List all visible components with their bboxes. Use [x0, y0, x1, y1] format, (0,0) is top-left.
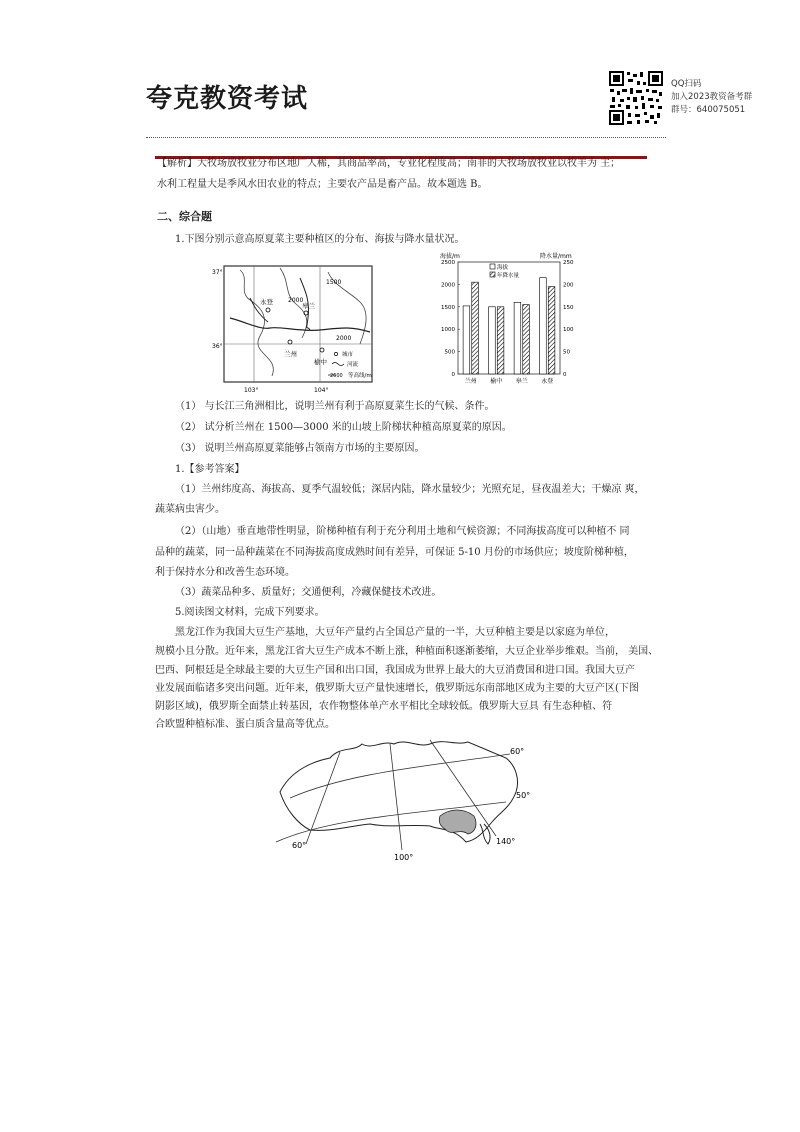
- city-gaolan: 皋兰: [302, 302, 315, 310]
- ytick-right: 250: [563, 260, 574, 266]
- bar-precipitation: [523, 305, 530, 374]
- answer-2-line-2: 品种的蔬菜，同一品种蔬菜在不同海拔高度成熟时间有差异，可保证 5-10 月份的市场供应；坡度阶梯种植，: [155, 547, 634, 558]
- q5-para-2: 规模小且分散。近年来，黑龙江省大豆生产成本不断上涨，种植面积逐渐萎缩，大豆企业举步维艰。当前， 美国、: [155, 646, 659, 657]
- qr-caption: [671, 78, 752, 117]
- lon-140-label: 140°: [496, 837, 516, 846]
- legend-contour: 等高线/m: [348, 373, 372, 379]
- analysis-line-2: 水利工程量大是季风水田农业的特点；主要农产品是畜产品。故本题选 B。: [157, 179, 488, 190]
- qr-caption-line3: 群号：640075051: [671, 105, 746, 115]
- q1-stem: 1.下图分别示意高原夏菜主要种植区的分布、海拔与降水量状况。: [175, 234, 465, 245]
- answer-3: （3）蔬菜品种多、质量好；交通便利，冷藏保健技术改进。: [175, 587, 442, 598]
- answer-2-line-3: 利于保持水分和改善生态环境。: [155, 567, 295, 578]
- legend-2600: 2600: [330, 373, 343, 379]
- q1-sub1: （1） 与长江三角洲相比，说明兰州有利于高原夏菜生长的气候、条件。: [175, 401, 495, 412]
- lanzhou-map: [210, 258, 380, 398]
- brand-logo: 夸克教资考试: [146, 84, 309, 114]
- q5-para-4: 业发展面临诸多突出问题。近年来，俄罗斯大豆产量快速增长，俄罗斯远东南部地区成为主要的大豆产区(下图: [155, 683, 639, 694]
- ytick-right: 100: [563, 327, 574, 334]
- ylabel-left: 海拔/m: [440, 253, 460, 260]
- bar-precipitation: [548, 287, 555, 374]
- category-label: 兰州: [464, 378, 477, 385]
- q5-para-3: 巴西、阿根廷是全球最主要的大豆生产国和出口国，我国成为世界上最大的大豆消费国和进口国。我国大豆产: [155, 665, 635, 676]
- ytick-right: 150: [563, 304, 574, 311]
- city-lanzhou: 兰州: [284, 350, 297, 358]
- qr-code-icon[interactable]: [608, 70, 664, 126]
- soybean-region-shaded: [439, 810, 476, 834]
- bar-elevation: [540, 278, 547, 374]
- lat-50-label: 50°: [516, 791, 531, 800]
- bar-elevation: [514, 302, 521, 374]
- q1-sub3: （3） 说明兰州高原夏菜能够占领南方市场的主要原因。: [175, 443, 425, 454]
- legend-precip-swatch: [490, 272, 495, 277]
- q5-title: 5.阅读图文材料，完成下列要求。: [175, 607, 325, 618]
- bar-elevation: [463, 306, 470, 374]
- bar-precipitation: [497, 307, 504, 374]
- q5-para-6: 合欧盟种植标准、蛋白质含量高等优点。: [155, 719, 335, 730]
- elevation-precipitation-chart: [430, 250, 590, 392]
- ytick-left: 2500: [441, 260, 455, 266]
- contour-2000a: 2000: [288, 297, 304, 304]
- answer-1-line-2: 蔬菜病虫害少。: [155, 504, 225, 515]
- legend-river: 河流: [347, 362, 359, 368]
- legend-precip: 年降水量: [497, 273, 520, 279]
- ytick-left: 1000: [441, 327, 455, 334]
- answer-1-line-1: （1）兰州纬度高、海拔高、夏季气温较低；深居内陆，降水量较少；光照充足，昼夜温差大；干燥凉 爽，: [175, 484, 645, 495]
- contour-2000b: 2000: [336, 335, 352, 342]
- section-title: 二、综合题: [157, 210, 212, 223]
- analysis-line-1: 【解析】大牧场放牧业分布区地广人稀，其商品率高，专业化程度高；南非的大牧场放牧业以牧羊为 主；: [157, 158, 621, 169]
- city-yongdeng: 永登: [260, 298, 273, 306]
- q5-para-5: 阴影区域)，俄罗斯全面禁止转基因，农作物整体单产水平相比全球较低。俄罗斯大豆具 有生态种植、符: [155, 701, 613, 712]
- q5-para-1: 黑龙江作为我国大豆生产基地，大豆年产量约占全国总产量的一半，大豆种植主要是以家庭为单位，: [175, 627, 615, 638]
- lon-103-label: 103°: [244, 387, 259, 394]
- qr-caption-line1: QQ扫码: [671, 79, 702, 89]
- q1-sub2: （2） 试分析兰州在 1500—3000 米的山坡上阶梯状种植高原夏菜的原因。: [175, 422, 512, 433]
- legend-elevation-swatch: [490, 264, 495, 269]
- header-divider: [146, 137, 666, 138]
- ytick-left: 1500: [441, 304, 455, 311]
- ytick-right: 200: [563, 282, 574, 289]
- legend-elevation: 海拔: [497, 265, 509, 271]
- ytick-left: 0: [451, 372, 455, 378]
- category-label: 永登: [541, 378, 554, 385]
- lat-36-label: 36°: [212, 343, 223, 350]
- lon-60-label: 60°: [292, 841, 307, 850]
- legend-city: 城市: [342, 352, 354, 358]
- contour-1500: 1500: [326, 279, 342, 286]
- city-yuzhong: 榆中: [314, 358, 327, 366]
- qr-caption-line2: 加入2023教资备考群: [671, 92, 753, 102]
- ytick-right: 0: [563, 372, 567, 378]
- answer-title: 1.【参考答案】: [175, 464, 245, 475]
- bar-elevation: [489, 307, 496, 374]
- category-label: 榆中: [490, 378, 503, 385]
- answer-2-line-1: （2）（山地）垂直地带性明显，阶梯种植有利于充分利用土地和气候资源；不同海拔高度可以种植不 同: [175, 526, 630, 537]
- bar-precipitation: [472, 282, 479, 374]
- ylabel-right: 降水量/mm: [540, 253, 572, 260]
- category-label: 皋兰: [515, 378, 528, 385]
- ytick-right: 50: [563, 349, 570, 356]
- lon-104-label: 104°: [314, 387, 329, 394]
- russia-map: [270, 732, 538, 864]
- ytick-left: 2000: [441, 282, 455, 289]
- ytick-left: 500: [444, 349, 455, 356]
- lon-100-label: 100°: [394, 853, 414, 862]
- lat-60-label: 60°: [510, 747, 525, 756]
- lat-37-label: 37°: [212, 269, 223, 276]
